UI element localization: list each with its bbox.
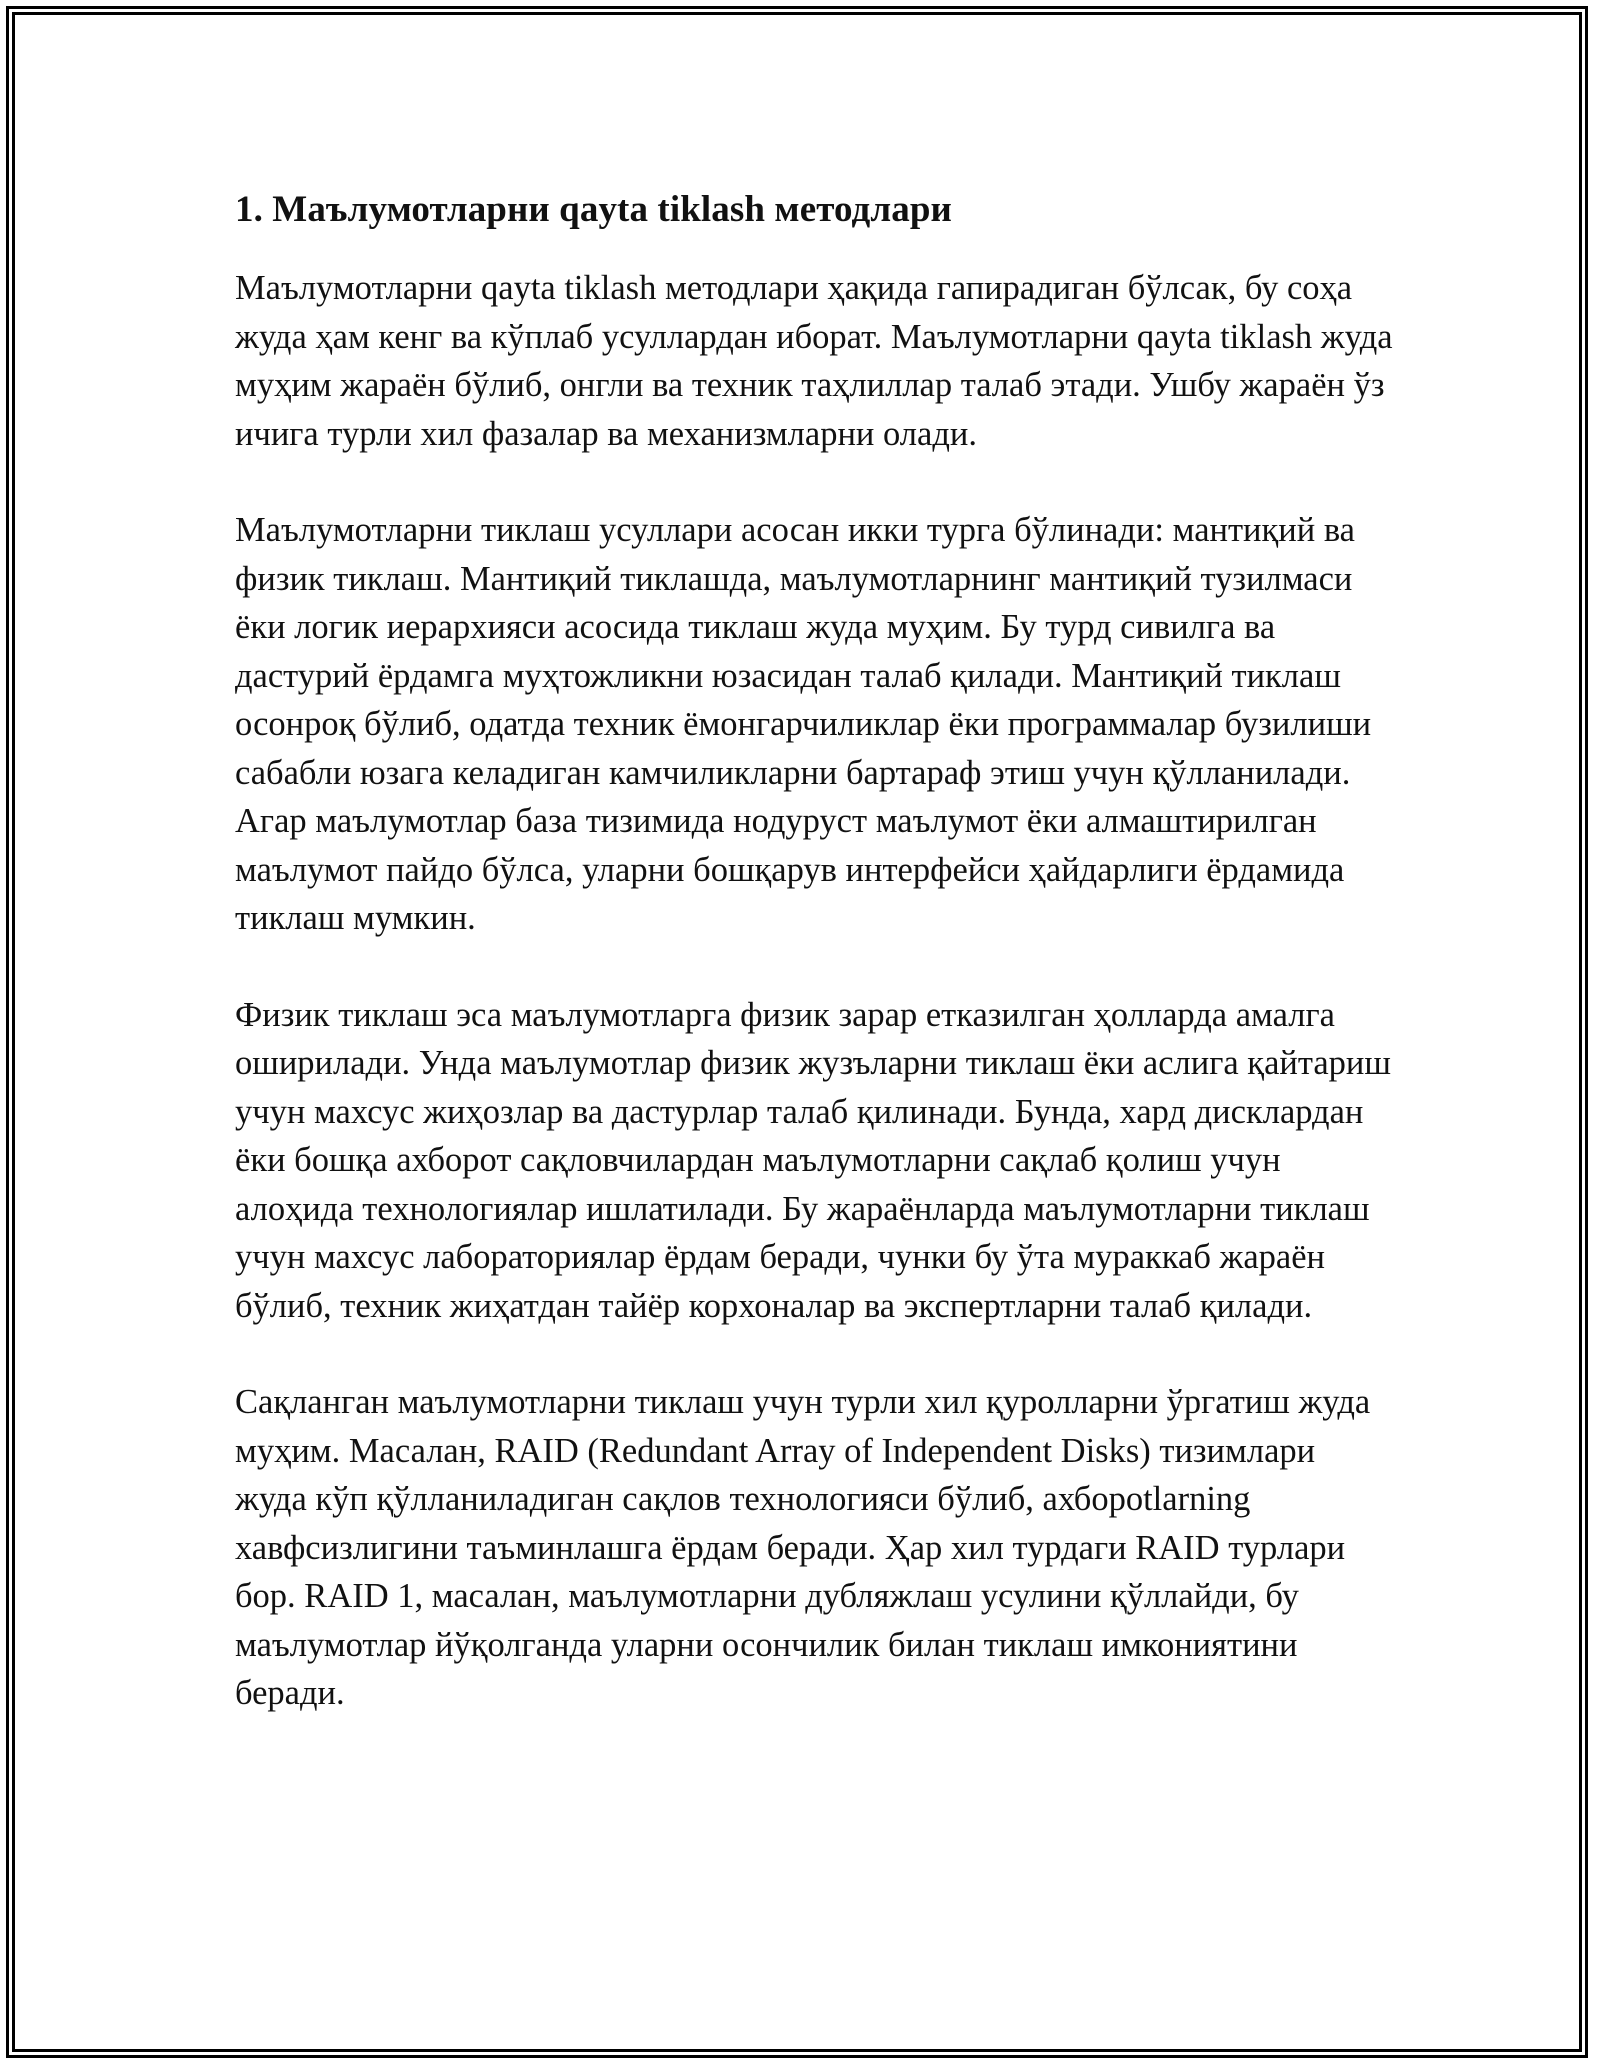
document-body bbox=[235, 186, 1395, 1766]
paragraph-intro: Маълумотларни qayta tiklash методлари ҳақида гапирадиган бўлсак, бу соҳа жуда ҳам кенг ва кўплаб усуллардан иборат. Маълумотларни qayta tiklash жуда муҳим жараён бўлиб, онгли ва техник таҳлиллар талаб этади. Ушбу жараён ўз ичига турли хил фазалар ва механизмларни олади. bbox=[235, 269, 1393, 453]
paragraph-raid-tools: Сақланган маълумотларни тиклаш учун турли хил қуролларни ўргатиш жуда муҳим. Масалан, RAID (Redundant Array of Independent Disks) тизимлари жуда кўп қўлланиладиган сақлов технологияси бўлиб, ахбороtlarning хавфсизлигини таъминлашга ёрдам беради. Ҳар хил турдаги RAID турлари бор. RAID 1, масалан, маълумотларни дубляжлаш усулини қўллайди, бу маълумотлар йўқолганда уларни осончилик билан тиклаш имкониятини беради. bbox=[235, 1383, 1371, 1713]
document-title: 1. Маълумотларни qayta tiklash методлари bbox=[235, 189, 952, 230]
paragraph-logical-recovery: Маълумотларни тиклаш усуллари асосан икки турга бўлинади: мантиқий ва физик тиклаш. Мантиқий тиклашда, маълумотларнинг мантиқий тузилмаси ёки логик иерархияси асосида тиклаш жуда муҳим. Бу турд сивилга ва дастурий ёрдамга муҳтожликни юзасидан талаб қилади. Мантиқий тиклаш осонроқ бўлиб, одатда техник ёмонгарчиликлар ёки программалар бузилиши сабабли юзага келадиган камчиликларни бартараф этиш учун қўлланилади. Агар маълумотлар база тизимида нодуруст маълумот ёки алмаштирилган маълумот пайдо бўлса, уларни бошқарув интерфейси ҳайдарлиги ёрдамида тиклаш мумкин. bbox=[235, 511, 1372, 938]
paragraph-physical-recovery: Физик тиклаш эса маълумотларга физик зарар етказилган ҳолларда амалга оширилади. Унда маълумотлар физик жузъларни тиклаш ёки аслига қайтариш учун махсус жиҳозлар ва дастурлар талаб қилинади. Бунда, хард дисклардан ёки бошқа ахборот сақловчилардан маълумотларни сақлаб қолиш учун алоҳида технологиялар ишлатилади. Бу жараёнларда маълумотларни тиклаш учун махсус лабораториялар ёрдам беради, чунки бу ўта мураккаб жараён бўлиб, техник жиҳатдан тайёр корхоналар ва экспертларни талаб қилади. bbox=[235, 995, 1391, 1325]
